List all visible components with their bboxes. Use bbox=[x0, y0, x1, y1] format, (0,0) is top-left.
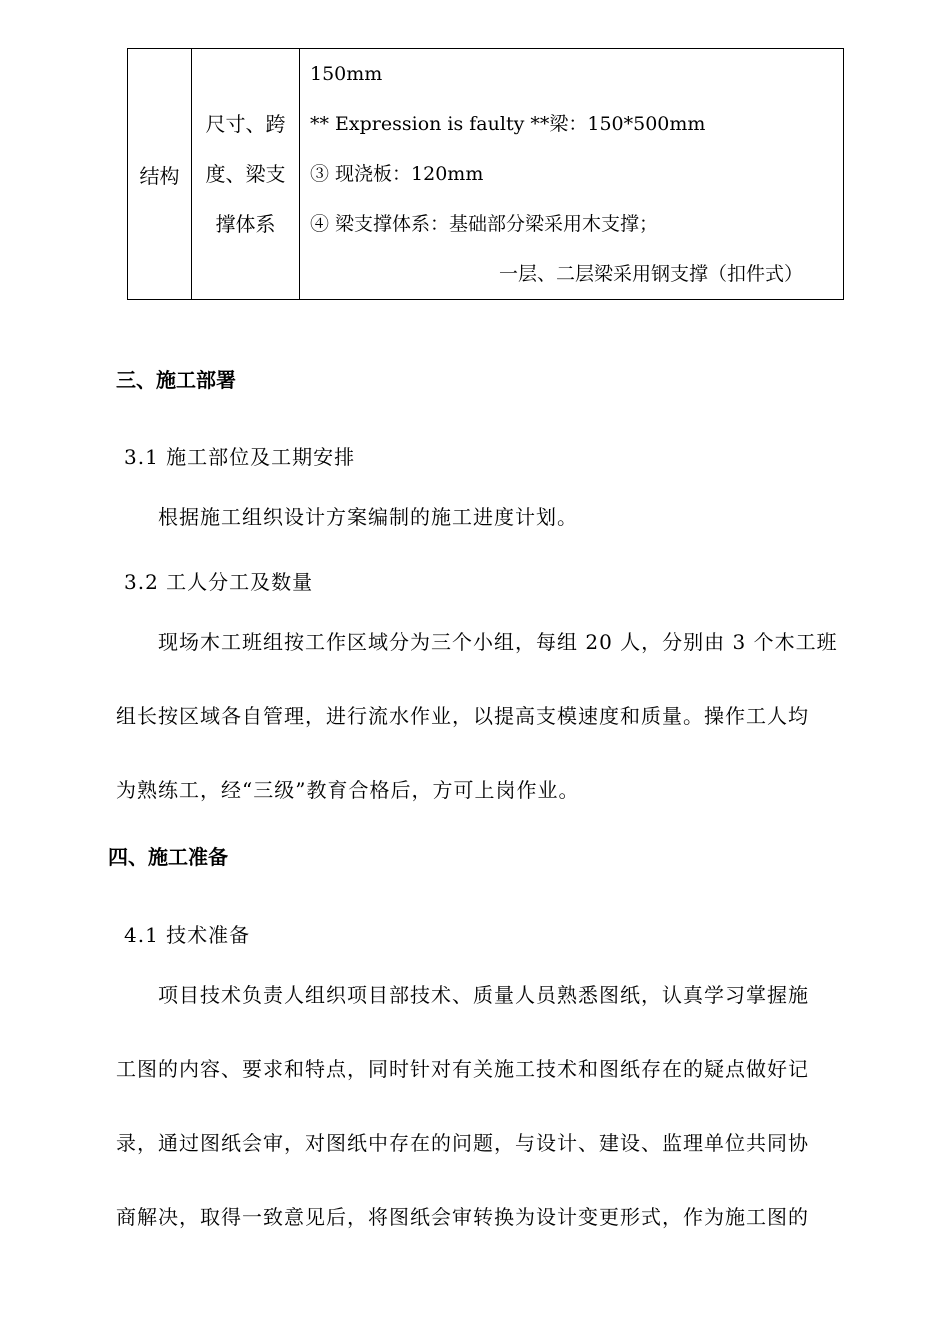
paragraph-line: 商解决，取得一致意见后，将图纸会审转换为设计变更形式，作为施工图的 bbox=[116, 1205, 809, 1229]
detail-line: ④ 梁支撑体系：基础部分梁采用木支撑； bbox=[310, 213, 659, 235]
section-4-heading: 四、施工准备 bbox=[108, 845, 228, 869]
paragraph-line: 工图的内容、要求和特点，同时针对有关施工技术和图纸存在的疑点做好记 bbox=[116, 1057, 809, 1081]
detail-line: 一层、二层梁采用钢支撑（扣件式） bbox=[498, 263, 803, 285]
subsection-3-2-heading: 3.2 工人分工及数量 bbox=[124, 570, 314, 594]
paragraph-3-1 bbox=[116, 480, 861, 554]
item-line: 撑体系 bbox=[215, 212, 276, 236]
paragraph-line: 现场木工班组按工作区域分为三个小组，每组 20 人，分别由 3 个木工班 bbox=[158, 630, 838, 654]
table-cell-item bbox=[192, 49, 300, 300]
paragraph-3-2 bbox=[116, 605, 861, 827]
paragraph-4-1 bbox=[116, 958, 861, 1254]
paragraph-line: 录，通过图纸会审，对图纸中存在的问题，与设计、建设、监理单位共同协 bbox=[116, 1131, 809, 1155]
table-cell-detail bbox=[300, 49, 844, 300]
item-line: 度、梁支 bbox=[205, 162, 286, 186]
paragraph-line: 为熟练工，经“三级”教育合格后，方可上岗作业。 bbox=[116, 778, 580, 802]
subsection-4-1-heading: 4.1 技术准备 bbox=[124, 923, 251, 947]
detail-line: ** Expression is faulty **梁：150*500mm bbox=[310, 113, 706, 135]
item-line: 尺寸、跨 bbox=[205, 112, 286, 136]
structure-table bbox=[127, 48, 844, 300]
table-cell-category: 结构 bbox=[128, 49, 192, 300]
detail-line: 150mm bbox=[310, 63, 383, 85]
detail-line: ③ 现浇板：120mm bbox=[310, 163, 484, 185]
subsection-3-1-heading: 3.1 施工部位及工期安排 bbox=[124, 445, 356, 469]
paragraph-line: 组长按区域各自管理，进行流水作业，以提高支模速度和质量。操作工人均 bbox=[116, 704, 809, 728]
paragraph-line: 根据施工组织设计方案编制的施工进度计划。 bbox=[158, 505, 578, 529]
paragraph-line: 项目技术负责人组织项目部技术、质量人员熟悉图纸，认真学习掌握施 bbox=[158, 983, 809, 1007]
section-3-heading: 三、施工部署 bbox=[116, 368, 236, 392]
table-row bbox=[128, 49, 844, 300]
